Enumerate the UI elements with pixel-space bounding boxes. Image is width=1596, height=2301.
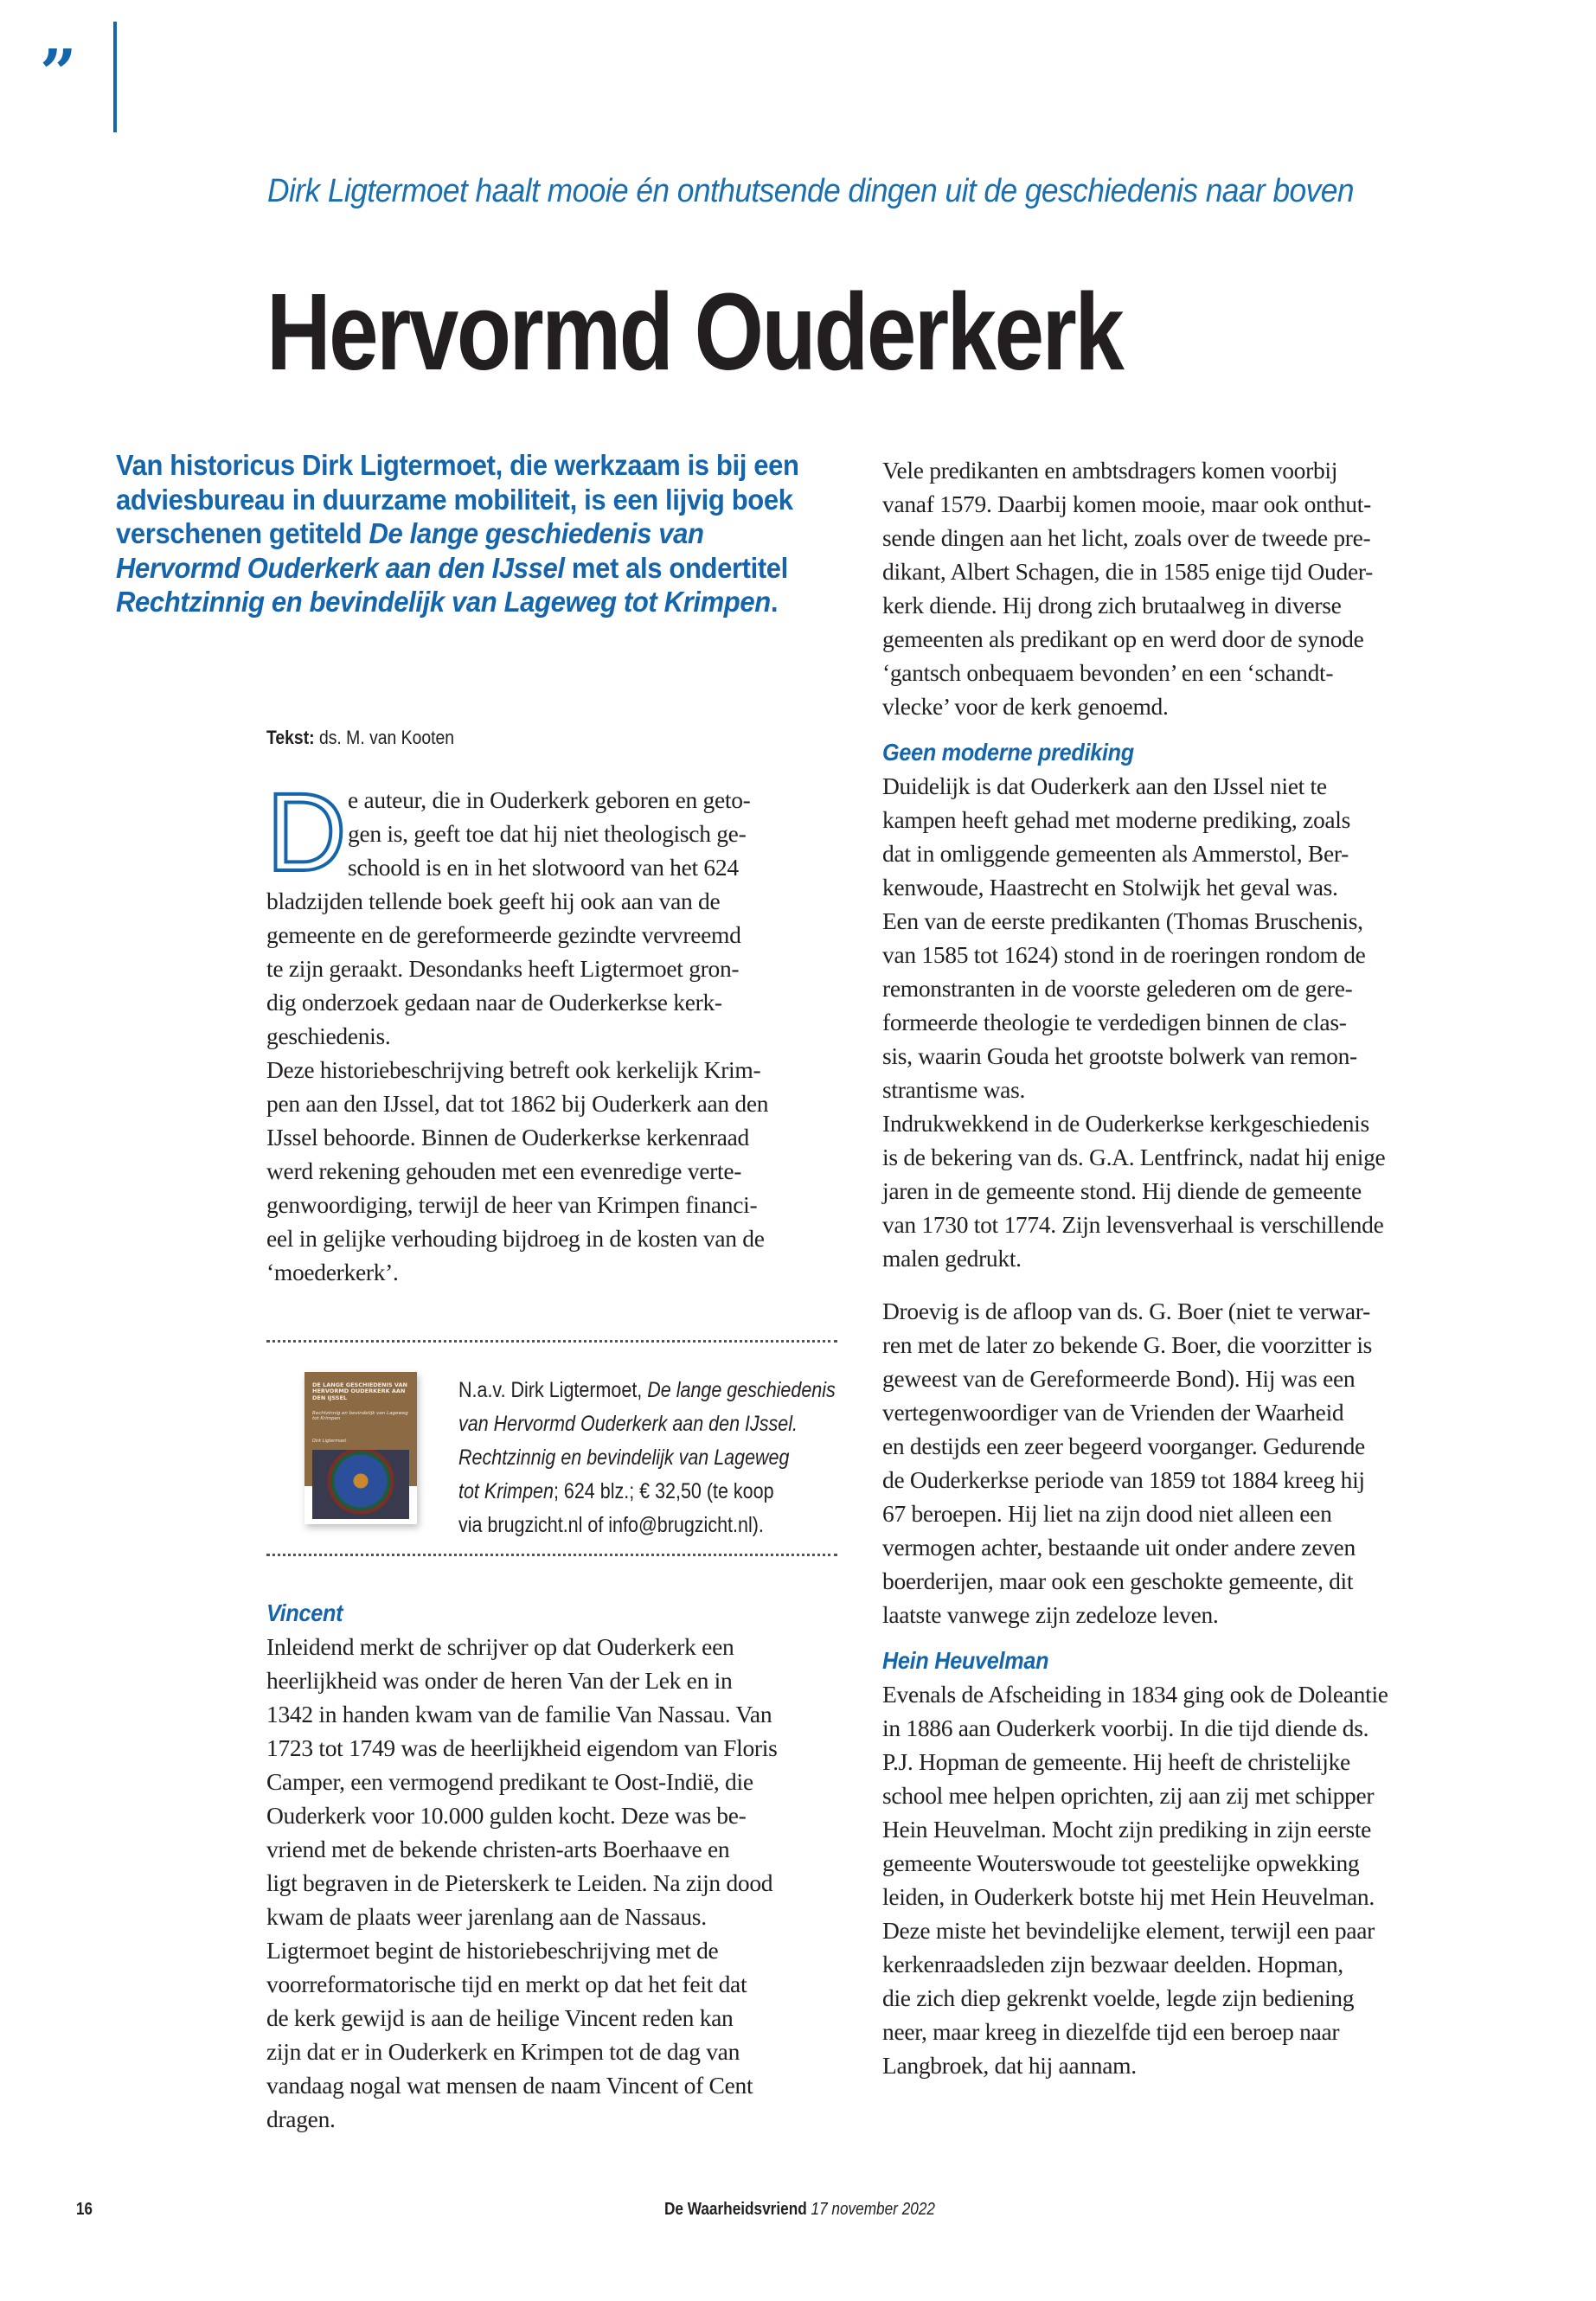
section-geen-moderne-prediking — [882, 735, 1462, 1275]
text-line: vertegenwoordiger van de Vrienden der Waarheid — [882, 1399, 1344, 1426]
book-price-text: ; 624 blz.; € 32,50 (te koop — [553, 1479, 774, 1503]
byline — [266, 727, 454, 749]
text-line: ren met de later zo bekende G. Boer, die voorzitter is — [882, 1331, 1373, 1358]
text-line: Droevig is de afloop van ds. G. Boer (niet te verwar- — [882, 1298, 1370, 1324]
book-purchase-info: via brugzicht.nl of info@brugzicht.nl). — [458, 1513, 764, 1537]
text-line: vandaag nogal wat mensen de naam Vincent of Cent — [266, 2072, 753, 2099]
right-intro-paragraph — [882, 453, 1462, 723]
text-line: geschiedenis. — [266, 1022, 391, 1049]
text-line: sende dingen aan het licht, zoals over de tweede pre- — [882, 524, 1371, 551]
text-line: gen is, geeft toe dat hij niet theologisch ge- — [348, 820, 747, 847]
section-heading: Vincent — [266, 1599, 343, 1626]
book-title-text: tot Krimpen — [458, 1479, 554, 1503]
book-title-text: van Hervormd Ouderkerk aan den IJssel. — [458, 1412, 798, 1436]
book-details — [458, 1374, 836, 1542]
text-line: kerk diende. Hij drong zich brutaalweg in diverse — [882, 592, 1342, 619]
byline-author: ds. M. van Kooten — [318, 727, 455, 748]
lead-text: met als ondertitel — [564, 551, 788, 584]
right-column — [882, 453, 1462, 2082]
lead-text: Van historicus Dirk Ligtermoet, die werkzaam is bij een adviesbureau in duurzame mobiliteit, is een lijvig boek verschenen getiteld — [116, 449, 799, 549]
text-line: Ligtermoet begint de historiebeschrijving met de — [266, 1937, 719, 1964]
book-cover-title: DE LANGE GESCHIEDENIS VAN HERVORMD OUDERKERK AAN DEN IJSSEL — [312, 1381, 407, 1401]
text-line: van 1585 tot 1624) stond in de roeringen rondom de — [882, 941, 1366, 968]
book-cover-author: Dirk Ligtermoet — [312, 1439, 347, 1444]
byline-label: Tekst: — [266, 727, 315, 748]
book-author-text: N.a.v. Dirk Ligtermoet, — [458, 1378, 648, 1402]
text-line — [458, 1475, 836, 1509]
text-line: school mee helpen oprichten, zij aan zij met schipper — [882, 1782, 1375, 1809]
text-line: Hein Heuvelman. Mocht zijn prediking in zijn eerste — [882, 1816, 1372, 1843]
book-info-box — [266, 1324, 837, 1566]
section-heading: Hein Heuvelman — [882, 1647, 1049, 1674]
text-line: Langbroek, dat hij aannam. — [882, 2052, 1137, 2079]
text-line: en destijds een zeer begeerd voorganger. Gedurende — [882, 1433, 1365, 1459]
text-line: van 1730 tot 1774. Zijn levensverhaal is verschillende — [882, 1211, 1384, 1238]
text-line: neer, maar kreeg in diezelfde tijd een beroep naar — [882, 2018, 1340, 2045]
book-cover-subtitle: Rechtzinnig en bevindelijk van Lageweg tot Krimpen — [312, 1411, 408, 1422]
quote-mark-icon: ” — [40, 36, 74, 111]
text-line: kerkenraadsleden zijn bezwaar deelden. Hopman, — [882, 1951, 1343, 1977]
section-hein-heuvelman — [882, 1644, 1462, 2082]
text-line: formeerde theologie te verdedigen binnen de clas- — [882, 1009, 1347, 1035]
text-line — [458, 1407, 836, 1441]
text-line: dat in omliggende gemeenten als Ammerstol, Ber- — [882, 840, 1349, 867]
text-line: Ouderkerk voor 10.000 gulden kocht. Deze was be- — [266, 1802, 747, 1829]
book-cover-image — [304, 1372, 417, 1524]
text-line: eel in gelijke verhouding bijdroeg in de kosten van de — [266, 1225, 765, 1252]
text-line: vermogen achter, bestaande uit onder andere zeven — [882, 1534, 1356, 1561]
text-line: Inleidend merkt de schrijver op dat Ouderkerk een — [266, 1633, 734, 1660]
droevig-paragraph — [882, 1294, 1462, 1631]
text-line: ‘moederkerk’. — [266, 1259, 399, 1285]
article-subtitle: Dirk Ligtermoet haalt mooie én onthutsende dingen uit de geschiedenis naar boven — [267, 173, 1354, 209]
text-line: P.J. Hopman de gemeente. Hij heeft de christelijke — [882, 1748, 1350, 1775]
section-heading: Geen moderne prediking — [882, 739, 1134, 766]
text-line: ‘gantsch onbequaem bevonden’ en een ‘schandt- — [882, 659, 1334, 686]
text-line: kwam de plaats weer jarenlang aan de Nassaus. — [266, 1903, 707, 1930]
text-line: gemeenten als predikant op en werd door de synode — [882, 625, 1364, 652]
text-line: voorreformatorische tijd en merkt op dat het feit dat — [266, 1971, 747, 1997]
text-line: Deze miste het bevindelijke element, terwijl een paar — [882, 1917, 1375, 1944]
text-line: Camper, een vermogend predikant te Oost-Indië, die — [266, 1768, 753, 1795]
text-line: bladzijden tellende boek geeft hij ook aan van de — [266, 888, 721, 914]
book-title-text: De lange geschiedenis — [647, 1378, 836, 1402]
text-line: geweest van de Gereformeerde Bond). Hij was een — [882, 1365, 1356, 1392]
text-line: pen aan den IJssel, dat tot 1862 bij Ouderkerk aan den — [266, 1090, 769, 1117]
lead-paragraph — [116, 448, 831, 619]
text-line: dig onderzoek gedaan naar de Ouderkerkse kerk- — [266, 989, 722, 1016]
text-line: Duidelijk is dat Ouderkerk aan den IJssel niet te — [882, 772, 1327, 799]
article-title: Hervormd Ouderkerk — [266, 271, 1123, 393]
text-line: vanaf 1579. Daarbij komen mooie, maar ook onthut- — [882, 490, 1371, 517]
intro-paragraph — [266, 771, 837, 1289]
text-line: te zijn geraakt. Desondanks heeft Ligtermoet gron- — [266, 955, 740, 982]
text-line: vriend met de bekende christen-arts Boerhaave en — [266, 1836, 730, 1862]
lead-book-title: De lange geschiedenis van Hervormd Ouderkerk aan den IJssel — [116, 517, 704, 584]
text-line: dragen. — [266, 2106, 336, 2132]
text-line: gemeente Wouterswoude tot geestelijke opwekking — [882, 1849, 1360, 1876]
text-line — [458, 1441, 836, 1475]
text-line: die zich diep gekrenkt voelde, legde zijn bediening — [882, 1984, 1355, 2011]
section-vincent — [266, 1596, 837, 2136]
text-line: Evenals de Afscheiding in 1834 ging ook de Doleantie — [882, 1681, 1388, 1708]
text-line: Een van de eerste predikanten (Thomas Bruschenis, — [882, 907, 1363, 934]
text-line: remonstranten in de voorste gelederen om de gere- — [882, 975, 1353, 1002]
text-line: Deze historiebeschrijving betreft ook kerkelijk Krim- — [266, 1056, 761, 1083]
text-line: vlecke’ voor de kerk genoemd. — [882, 693, 1169, 720]
text-line: Indrukwekkend in de Ouderkerkse kerkgeschiedenis — [882, 1110, 1369, 1137]
text-line: 1723 tot 1749 was de heerlijkheid eigendom van Floris — [266, 1734, 778, 1761]
header-accent-line — [113, 22, 117, 132]
book-title-text: Rechtzinnig en bevindelijk van Lageweg — [458, 1445, 790, 1470]
drop-cap: D — [266, 771, 347, 894]
text-line: de Ouderkerkse periode van 1859 tot 1884 kreeg hij — [882, 1466, 1365, 1493]
magazine-name: De Waarheidsvriend — [664, 2200, 807, 2219]
text-line: Vele predikanten en ambtsdragers komen voorbij — [882, 457, 1338, 484]
text-line: laatste vanwege zijn zedeloze leven. — [882, 1601, 1219, 1628]
text-line: gemeente en de gereformeerde gezindte vervreemd — [266, 921, 741, 948]
text-line: leiden, in Ouderkerk botste hij met Hein Heuvelman. — [882, 1883, 1375, 1910]
text-line: heerlijkheid was onder de heren Van der Lek en in — [266, 1667, 733, 1694]
text-line: ligt begraven in de Pieterskerk te Leiden. Na zijn dood — [266, 1869, 773, 1896]
text-line: in 1886 aan Ouderkerk voorbij. In die tijd diende ds. — [882, 1715, 1369, 1741]
text-line: 1342 in handen kwam van de familie Van Nassau. Van — [266, 1701, 772, 1727]
issue-date: 17 november 2022 — [811, 2200, 935, 2219]
text-line: is de bekering van ds. G.A. Lentfrinck, nadat hij enige — [882, 1144, 1386, 1170]
text-line: sis, waarin Gouda het grootste bolwerk van remon- — [882, 1042, 1357, 1069]
stained-glass-window-image — [312, 1450, 409, 1519]
text-line: 67 beroepen. Hij liet na zijn dood niet alleen een — [882, 1500, 1332, 1527]
text-line: boerderijen, maar ook een geschokte gemeente, dit — [882, 1567, 1354, 1594]
text-line: malen gedrukt. — [882, 1245, 1022, 1272]
text-line — [458, 1374, 836, 1407]
magazine-footer — [664, 2200, 935, 2220]
text-line: genwoordiging, terwijl de heer van Krimpen financi- — [266, 1191, 758, 1218]
text-line: IJssel behoorde. Binnen de Ouderkerkse kerkenraad — [266, 1124, 750, 1150]
text-line: zijn dat er in Ouderkerk en Krimpen tot de dag van — [266, 2038, 740, 2065]
text-line: jaren in de gemeente stond. Hij diende de gemeente — [882, 1177, 1362, 1204]
text-line: e auteur, die in Ouderkerk geboren en geto- — [348, 786, 751, 813]
text-line: schoold is en in het slotwoord van het 624 — [348, 854, 739, 881]
text-line: strantisme was. — [882, 1076, 1026, 1103]
text-line: dikant, Albert Schagen, die in 1585 enige tijd Ouder- — [882, 558, 1374, 585]
lead-book-subtitle: Rechtzinnig en bevindelijk van Lageweg tot Krimpen — [116, 586, 771, 618]
dotted-divider — [266, 1340, 837, 1343]
lead-text: . — [770, 586, 779, 618]
text-line: werd rekening gehouden met een evenredige verte- — [266, 1157, 742, 1184]
intro-section — [266, 771, 837, 1289]
text-line: kampen heeft gehad met moderne prediking, zoals — [882, 806, 1351, 833]
dotted-divider — [266, 1554, 837, 1556]
text-line: kenwoude, Haastrecht en Stolwijk het geval was. — [882, 874, 1338, 901]
page-number: 16 — [76, 2200, 93, 2219]
text-line: de kerk gewijd is aan de heilige Vincent reden kan — [266, 2004, 734, 2031]
